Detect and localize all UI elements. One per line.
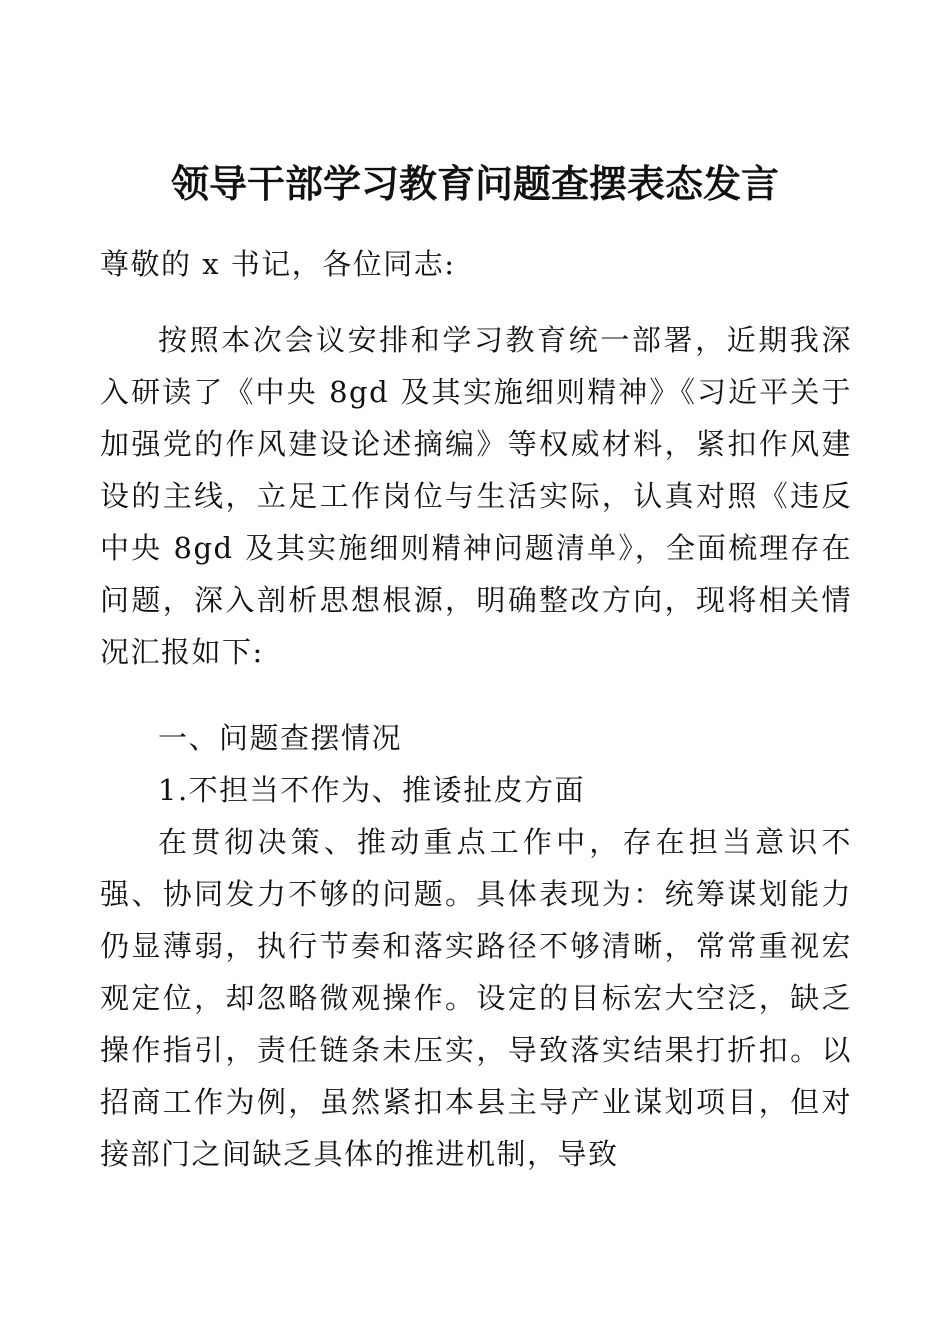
intro-paragraph: 按照本次会议安排和学习教育统一部署，近期我深入研读了《中央 8gd 及其实施细则精神》《习近平关于加强党的作风建设论述摘编》等权威材料，紧扣作风建设的主线，立足工作岗位与生活实际，认真对照《违反中央 8gd 及其实施细则精神问题清单》，全面梳理存在问题，深入剖析思想根源，明确整改方向，现将相关情况汇报如下: (100, 323, 852, 669)
section-heading: 一、问题查摆情况 (158, 721, 403, 755)
subsection-heading: 1.不担当不作为、推诿扯皮方面 (158, 773, 586, 807)
document-title: 领导干部学习教育问题查摆表态发言 (170, 162, 779, 206)
salutation: 尊敬的 x 书记，各位同志: (100, 247, 456, 281)
subsection-paragraph: 在贯彻决策、推动重点工作中，存在担当意识不强、协同发力不够的问题。具体表现为：统筹谋划能力仍显薄弱，执行节奏和落实路径不够清晰，常常重视宏观定位，却忽略微观操作。设定的目标宏大空泛，缺乏操作指引，责任链条未压实，导致落实结果打折扣。以招商工作为例，虽然紧扣本县主导产业谋划项目，但对接部门之间缺乏具体的推进机制，导致 (100, 825, 852, 1171)
